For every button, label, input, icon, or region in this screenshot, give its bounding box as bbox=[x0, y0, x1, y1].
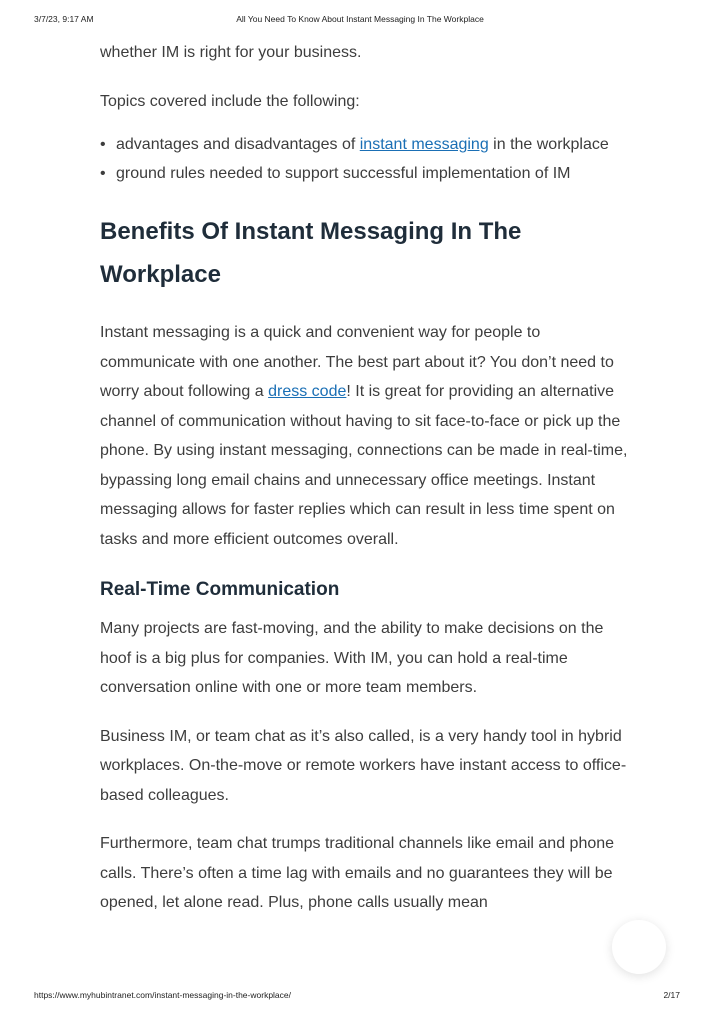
realtime-paragraph: Furthermore, team chat trumps traditional channels like email and phone calls. There’s often a time lag with emails and no guarantees they will be opened, let alone read. Plus, phone calls usually mean bbox=[100, 835, 615, 911]
realtime-paragraph: Business IM, or team chat as it’s also called, is a very handy tool in hybrid workplaces. On-the-move or remote workers have instant access to office-based colleagues. bbox=[100, 727, 627, 804]
print-header bbox=[34, 14, 686, 28]
topic-text-before: advantages and disadvantages of bbox=[116, 136, 360, 153]
realtime-paragraph: Many projects are fast-moving, and the ability to make decisions on the hoof is a big plus for companies. With IM, you can hold a real-time conversation online with one or more team members. bbox=[100, 620, 604, 696]
intro-paragraph-end: whether IM is right for your business. bbox=[100, 44, 362, 61]
bullet-icon: • bbox=[100, 164, 106, 182]
benefits-text-before: Instant messaging is a quick and convenient way for people to communicate with one another. The best part about it? You don’t need to worry about following a bbox=[100, 324, 614, 400]
article-body bbox=[100, 38, 630, 918]
bullet-icon: • bbox=[100, 136, 106, 153]
print-footer bbox=[34, 990, 680, 1004]
benefits-heading: Benefits Of Instant Messaging In The Workplace bbox=[100, 218, 522, 288]
topics-list bbox=[100, 131, 630, 188]
print-document-title: All You Need To Know About Instant Messaging In The Workplace bbox=[236, 14, 484, 24]
instant-messaging-link[interactable]: instant messaging bbox=[359, 136, 489, 153]
print-datetime: 3/7/23, 9:17 AM bbox=[34, 14, 94, 24]
benefits-paragraph bbox=[100, 318, 630, 554]
topic-text: ground rules needed to support successful implementation of IM bbox=[116, 164, 571, 182]
topics-intro: Topics covered include the following: bbox=[100, 92, 360, 110]
print-page-number: 2/17 bbox=[663, 990, 680, 1000]
realtime-heading: Real-Time Communication bbox=[100, 579, 340, 600]
floating-round-button[interactable] bbox=[612, 920, 666, 974]
topics-list-item bbox=[100, 160, 630, 189]
benefits-text-after: ! It is great for providing an alternative channel of communication without having to sit face-to-face or pick up the phone. By using instant messaging, connections can be made in real-time, bypassing long email chains and unnecessary office meetings. Instant messaging allows for faster replies which can result in less time spent on tasks and more efficient outcomes overall. bbox=[100, 383, 628, 548]
topics-list-item bbox=[100, 131, 630, 160]
topic-text-after: in the workplace bbox=[488, 136, 609, 153]
dress-code-link[interactable]: dress code bbox=[268, 383, 347, 400]
print-page-url: https://www.myhubintranet.com/instant-messaging-in-the-workplace/ bbox=[34, 990, 291, 1000]
